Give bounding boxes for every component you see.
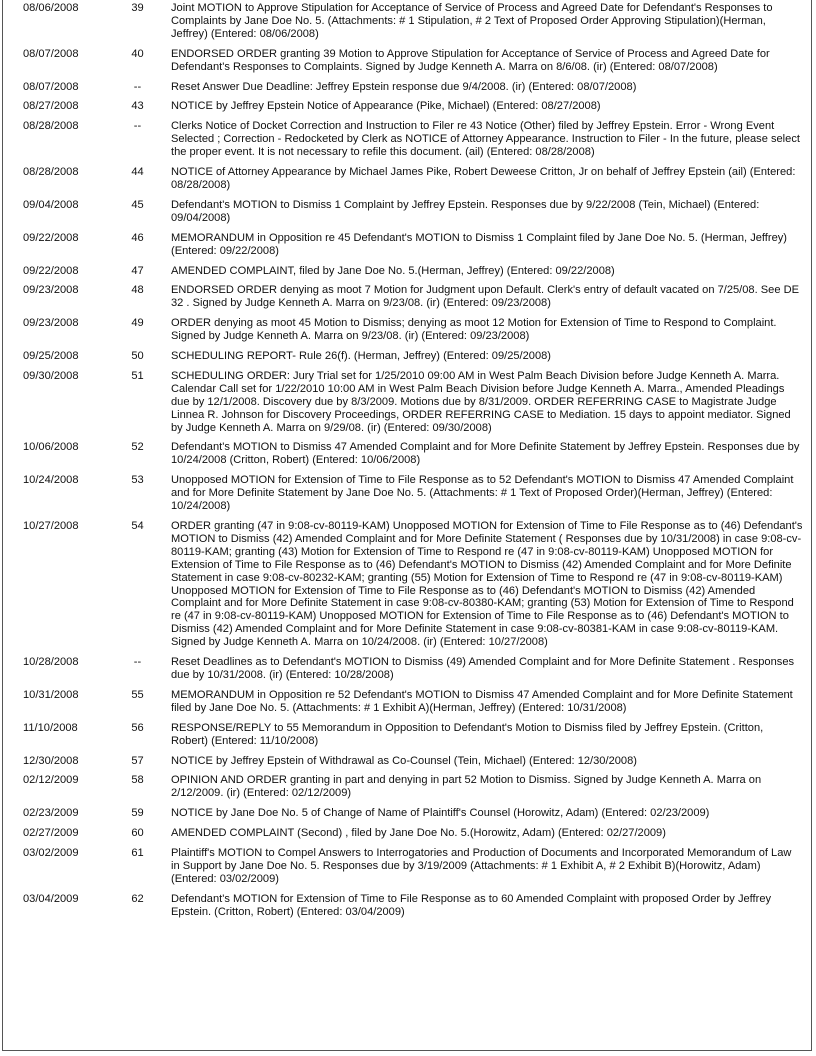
- entry-text: ORDER granting (47 in 9:08-cv-80119-KAM) Unopposed MOTION for Extension of Time to File Response as to (46) Defendant's MOTION to Dismiss (42) Amended Complaint and for More Definite Statement ( Responses due by 10/31/2008) in case 9:08-cv-80119-KAM; granting (43) Motion for Extension of Time to Respond re (47 in 9:08-cv-80119-KAM) Unopposed MOTION for Extension of Time to File Response as to (46) Defendant's MOTION to Dismiss (42) Amended Complaint and for More Definite Statement in case 9:08-cv-80232-KAM; granting (55) Motion for Extension of Time to Respond re (47 in 9:08-cv-80119-KAM) Unopposed MOTION for Extension of Time to File Response as to (46) Defendant's MOTION to Dismiss (42) Amended Complaint and for More Definite Statement in case 9:08-cv-80380-KAM; granting (53) Motion for Extension of Time to Respond re (47 in 9:08-cv-80119-KAM) Unopposed MOTION for Extension of Time to File Response as to (46) Defendant's MOTION to Dismiss (42) Amended Complaint and for More Definite Statement in case 9:08-cv-80381-KAM in case 9:08-cv-80119-KAM. Signed by Judge Kenneth A. Marra on 10/24/2008. (ir) (Entered: 10/27/2008): [171, 520, 803, 649]
- entry-text: ENDORSED ORDER granting 39 Motion to Approve Stipulation for Acceptance of Service of Process and Agreed Date for Defendant's Responses to Complaints. Signed by Judge Kenneth A. Marra on 8/6/08. (ir) (Entered: 08/07/2008): [171, 47, 770, 73]
- entry-date: 02/27/2009: [23, 827, 79, 840]
- entry-text: RESPONSE/REPLY to 55 Memorandum in Opposition to Defendant's Motion to Dismiss filed by Jeffrey Epstein. (Critton, Robert) (Entered: 11/10/2008): [171, 721, 764, 747]
- entry-number: 51: [131, 369, 144, 382]
- entry-number: --: [133, 120, 142, 133]
- entry-date: 10/28/2008: [23, 656, 79, 669]
- entry-text: SCHEDULING REPORT- Rule 26(f). (Herman, Jeffrey) (Entered: 09/25/2008): [171, 350, 551, 363]
- entry-text: ORDER denying as moot 45 Motion to Dismiss; denying as moot 12 Motion for Extension of Time to Respond to Complaint. Signed by Judge Kenneth A. Marra on 9/23/08. (ir) (Entered: 09/23/2008): [171, 317, 777, 343]
- docket-entry-row: [3, 845, 811, 891]
- entry-number: 45: [131, 198, 144, 211]
- docket-entry-row: [3, 282, 811, 315]
- entry-number: 55: [131, 688, 144, 701]
- entry-text: AMENDED COMPLAINT, filed by Jane Doe No. 5.(Herman, Jeffrey) (Entered: 09/22/2008): [171, 264, 615, 277]
- entry-number: 47: [131, 264, 144, 277]
- entry-text: NOTICE by Jeffrey Epstein Notice of Appearance (Pike, Michael) (Entered: 08/27/2008): [171, 100, 601, 113]
- entry-text: Reset Deadlines as to Defendant's MOTION to Dismiss (49) Amended Complaint and for More Definite Statement . Responses due by 10/31/2008. (ir) (Entered: 10/28/2008): [171, 656, 795, 681]
- entry-text: MEMORANDUM in Opposition re 52 Defendant's MOTION to Dismiss 47 Amended Complaint and for More Definite Statement filed by Jane Doe No. 5. (Attachments: # 1 Exhibit A)(Herman, Jeffrey) (Entered: 10/31/2008): [171, 688, 793, 714]
- entry-date: 09/23/2008: [23, 317, 79, 330]
- entry-date: 02/12/2009: [23, 774, 79, 787]
- entry-number: 59: [131, 807, 144, 820]
- docket-sheet: [2, 0, 812, 1051]
- entry-number: 57: [131, 754, 144, 767]
- docket-entry-row: [3, 118, 811, 164]
- docket-entry-row: [3, 891, 811, 924]
- entry-date: 09/25/2008: [23, 350, 79, 363]
- entry-number: 48: [131, 284, 144, 297]
- entry-date: 09/04/2008: [23, 198, 79, 211]
- entry-number: 43: [131, 100, 144, 113]
- docket-entry-row: [3, 98, 811, 118]
- entry-date: 10/31/2008: [23, 688, 79, 701]
- entry-date: 10/27/2008: [23, 520, 79, 532]
- entry-text: Unopposed MOTION for Extension of Time to File Response as to 52 Defendant's MOTION to Dismiss 47 Amended Complaint and for More Definite Statement by Jane Doe No. 5. (Attachments: # 1 Text of Proposed Order)(Herman, Jeffrey) (Entered: 10/24/2008): [171, 474, 794, 513]
- entry-date: 08/27/2008: [23, 100, 79, 113]
- entry-date: 03/04/2009: [23, 892, 79, 905]
- entry-number: 52: [131, 441, 144, 454]
- docket-entry-row: [3, 805, 811, 825]
- docket-table: [3, 0, 811, 924]
- docket-entry-row: [3, 772, 811, 805]
- entry-text: Defendant's MOTION for Extension of Time to File Response as to 60 Amended Complaint with proposed Order by Jeffrey Epstein. (Critton, Robert) (Entered: 03/04/2009): [171, 892, 772, 918]
- entry-date: 10/06/2008: [23, 441, 79, 454]
- entry-text: Clerks Notice of Docket Correction and Instruction to Filer re 43 Notice (Other) filed by Jeffrey Epstein. Error - Wrong Event Selected ; Correction - Redocketed by Clerk as NOTICE of Attorney Appearance. Instruction to Filer - In the future, please select the proper event. It is not necessary to refile this document. (ail) (Entered: 08/28/2008): [171, 120, 800, 159]
- entry-text: Reset Answer Due Deadline: Jeffrey Epstein response due 9/4/2008. (ir) (Entered: 08/07/2008): [171, 80, 637, 93]
- entry-text: NOTICE by Jeffrey Epstein of Withdrawal as Co-Counsel (Tein, Michael) (Entered: 12/30/2008): [171, 754, 637, 767]
- entry-date: 03/02/2009: [23, 847, 79, 860]
- entry-number: 61: [131, 847, 144, 860]
- entry-date: 09/22/2008: [23, 264, 79, 277]
- entry-text: ENDORSED ORDER denying as moot 7 Motion for Judgment upon Default. Clerk's entry of default vacated on 7/25/08. See DE 32 . Signed by Judge Kenneth A. Marra on 9/23/08. (ir) (Entered: 09/23/2008): [171, 284, 799, 310]
- entry-number: 60: [131, 827, 144, 840]
- entry-date: 08/28/2008: [23, 166, 79, 179]
- entry-text: MEMORANDUM in Opposition re 45 Defendant's MOTION to Dismiss 1 Complaint filed by Jane Doe No. 5. (Herman, Jeffrey) (Entered: 09/22/2008): [171, 231, 787, 257]
- entry-date: 02/23/2009: [23, 807, 79, 820]
- docket-entry-row: [3, 518, 811, 654]
- entry-number: 40: [131, 47, 144, 60]
- docket-entry-row: [3, 79, 811, 99]
- entry-date: 08/07/2008: [23, 47, 79, 60]
- entry-date: 08/28/2008: [23, 120, 79, 133]
- entry-text: NOTICE of Attorney Appearance by Michael James Pike, Robert Deweese Critton, Jr on behalf of Jeffrey Epstein (ail) (Entered: 08/28/2008): [171, 166, 796, 191]
- entry-text: Defendant's MOTION to Dismiss 47 Amended Complaint and for More Definite Statement by Jeffrey Epstein. Responses due by 10/24/2008 (Critton, Robert) (Entered: 10/06/2008): [171, 441, 800, 467]
- entry-text: NOTICE by Jane Doe No. 5 of Change of Name of Plaintiff's Counsel (Horowitz, Adam) (Entered: 02/23/2009): [171, 807, 710, 820]
- docket-entry-row: [3, 825, 811, 845]
- entry-text: Joint MOTION to Approve Stipulation for Acceptance of Service of Process and Agreed Date for Defendant's Responses to Complaints by Jane Doe No. 5. (Attachments: # 1 Stipulation, # 2 Text of Proposed Order Approving Stipulation)(Herman, Jeffrey) (Entered: 08/06/2008): [171, 2, 773, 40]
- docket-entry-row: [3, 197, 811, 230]
- docket-entry-row: [3, 753, 811, 773]
- docket-entry-row: [3, 472, 811, 518]
- docket-table-body: [3, 0, 811, 924]
- docket-entry-row: [3, 263, 811, 283]
- entry-number: 62: [131, 892, 144, 905]
- entry-number: --: [133, 80, 142, 93]
- entry-date: 10/24/2008: [23, 474, 79, 487]
- entry-date: 09/22/2008: [23, 231, 79, 244]
- docket-entry-row: [3, 164, 811, 197]
- docket-entry-row: [3, 46, 811, 79]
- entry-number: 49: [131, 317, 144, 330]
- entry-number: 53: [131, 474, 144, 487]
- docket-entry-row: [3, 720, 811, 753]
- entry-number: --: [133, 656, 142, 669]
- entry-text: AMENDED COMPLAINT (Second) , filed by Jane Doe No. 5.(Horowitz, Adam) (Entered: 02/27/2009): [171, 827, 666, 840]
- docket-entry-row: [3, 315, 811, 348]
- entry-number: 46: [131, 231, 144, 244]
- entry-date: 12/30/2008: [23, 754, 79, 767]
- docket-entry-row: [3, 439, 811, 472]
- entry-date: 08/06/2008: [23, 2, 79, 14]
- docket-entry-row: [3, 368, 811, 440]
- entry-date: 08/07/2008: [23, 80, 79, 93]
- docket-entry-row: [3, 0, 811, 46]
- entry-text: OPINION AND ORDER granting in part and denying in part 52 Motion to Dismiss. Signed by Judge Kenneth A. Marra on 2/12/2009. (ir) (Entered: 02/12/2009): [171, 774, 762, 800]
- entry-number: 39: [131, 2, 144, 14]
- docket-entry-row: [3, 230, 811, 263]
- entry-number: 58: [131, 774, 144, 787]
- entry-number: 56: [131, 721, 144, 734]
- entry-date: 09/30/2008: [23, 369, 79, 382]
- docket-entry-row: [3, 654, 811, 687]
- docket-entry-row: [3, 348, 811, 368]
- entry-date: 11/10/2008: [23, 721, 78, 734]
- entry-text: SCHEDULING ORDER: Jury Trial set for 1/25/2010 09:00 AM in West Palm Beach Division before Judge Kenneth A. Marra. Calendar Call set for 1/22/2010 10:00 AM in West Palm Beach Division before Judge Kenneth A. Marra., Amended Pleadings due by 12/1/2008. Discovery due by 8/3/2009. Motions due by 8/31/2009. ORDER REFERRING CASE to Magistrate Judge Linnea R. Johnson for Discovery Proceedings, ORDER REFERRING CASE to Mediation. 15 days to appoint mediator. Signed by Judge Kenneth A. Marra on 9/29/08. (ir) (Entered: 09/30/2008): [171, 369, 791, 434]
- entry-text: Defendant's MOTION to Dismiss 1 Complaint by Jeffrey Epstein. Responses due by 9/22/2008 (Tein, Michael) (Entered: 09/04/2008): [171, 198, 760, 224]
- entry-number: 44: [131, 166, 144, 179]
- entry-number: 50: [131, 350, 144, 363]
- entry-date: 09/23/2008: [23, 284, 79, 297]
- entry-text: Plaintiff's MOTION to Compel Answers to Interrogatories and Production of Documents and Incorporated Memorandum of Law in Support by Jane Doe No. 5. Responses due by 3/19/2009 (Attachments: # 1 Exhibit A, # 2 Exhibit B)(Horowitz, Adam) (Entered: 03/02/2009): [171, 847, 792, 885]
- docket-entry-row: [3, 687, 811, 720]
- entry-number: 54: [131, 520, 144, 532]
